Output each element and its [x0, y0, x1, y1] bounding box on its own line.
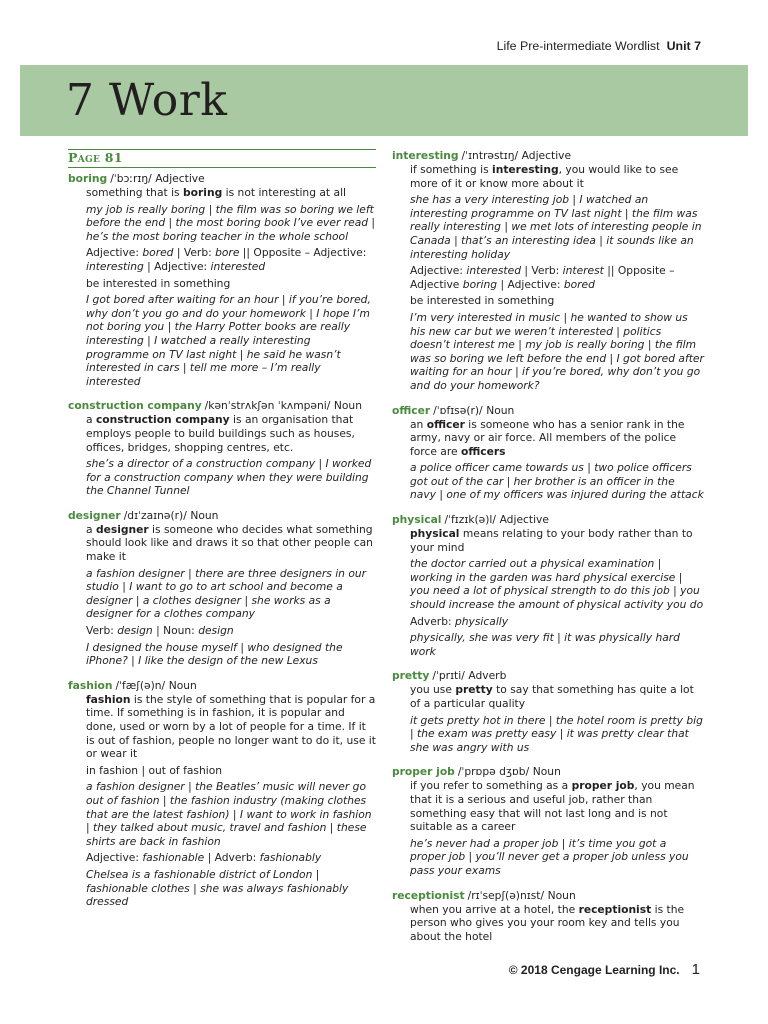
definition-text: if you refer to something as a proper job, you mean that it is a serious and useful job, rather than something easy that will not last long and is not suitable as a career [410, 779, 695, 834]
example-sentences: I designed the house myself | who designed the iPhone? | I like the design of the new Lexus [86, 640, 343, 668]
left-entry-list [68, 172, 376, 909]
example-sentences: the doctor carried out a physical examination | working in the garden was hard physical exercise | you need a lot of physical strength to do this job | you should increase the amount of physical activity you do [410, 557, 704, 612]
part-of-speech: Noun [532, 765, 561, 779]
headword: receptionist [392, 888, 465, 902]
definition-text: when you arrive at a hotel, the receptionist is the person who gives you your room key and tells you about the hotel [410, 902, 685, 943]
part-of-speech: Adjective [155, 172, 205, 185]
wordlist-title: Life Pre-intermediate Wordlist [496, 39, 660, 53]
headword: construction company [68, 399, 202, 413]
entry-headline [68, 679, 376, 693]
definition-text: Adjective: interested | Verb: interest || Opposite – Adjective boring | Adjective: bored [410, 264, 675, 291]
wordlist-entry [68, 509, 376, 668]
copyright-notice: © 2018 Cengage Learning Inc. [508, 963, 680, 977]
pronunciation: /ˈbɔːrɪŋ/ [110, 172, 152, 185]
wordlist-entry [392, 765, 704, 877]
wordlist-entry [68, 679, 376, 909]
left-column [68, 149, 376, 920]
pronunciation: /rɪˈsepʃ(ə)nɪst/ [467, 888, 545, 902]
pronunciation: /ˈfɪzɪk(ə)l/ [444, 513, 496, 527]
definition-text: an officer is someone who has a senior rank in the army, navy or air force. All members of the police force are officers [410, 417, 685, 458]
headword: pretty [392, 669, 430, 683]
entry-body [68, 693, 376, 909]
definition-text: you use pretty to say that something has quite a lot of a particular quality [410, 683, 694, 710]
wordlist-entry [68, 172, 376, 388]
wordlist-entry [392, 669, 704, 754]
entry-body [392, 527, 704, 658]
headword: proper job [392, 765, 455, 779]
definition-text: Adjective: bored | Verb: bore || Opposite – Adjective: interesting | Adjective: interested [86, 246, 367, 273]
pronunciation: /ˈprɒpə dʒɒb/ [457, 765, 530, 779]
wordlist-entry [392, 149, 704, 393]
example-sentences: a fashion designer | the Beatles’ music will never go out of fashion | the fashion industry (making clothes that are the latest fashion) | I want to work in fashion | they talked about music, travel and fashion | these shirts are back in fashion [86, 780, 372, 848]
entry-body [392, 779, 704, 877]
definition-text: Adjective: fashionable | Adverb: fashionably [86, 851, 322, 865]
example-sentences: physically, she was very fit | it was physically hard work [410, 631, 680, 658]
pronunciation: /ˈprɪti/ [432, 669, 465, 683]
entry-headline [392, 404, 704, 418]
definition-text: if something is interesting, you would like to see more of it or know more about it [410, 163, 679, 190]
headword: officer [392, 403, 431, 417]
entry-body [68, 523, 376, 668]
pronunciation: /dɪˈzaɪnə(r)/ [123, 508, 187, 522]
entry-headline [392, 765, 704, 779]
part-of-speech: Noun [547, 888, 576, 902]
page-label: Page 81 [68, 149, 376, 168]
pronunciation: /ˈɪntrəstɪŋ/ [461, 149, 519, 162]
entry-body [68, 186, 376, 388]
right-column [392, 149, 704, 954]
definition-text: be interested in something [86, 276, 231, 290]
example-sentences: a fashion designer | there are three designers in our studio | I want to go to art school and become a designer | a clothes designer | she works as a designer for a clothes company [86, 566, 367, 621]
entry-headline [392, 889, 704, 903]
entry-headline [68, 172, 376, 186]
example-sentences: she has a very interesting job | I watched an interesting programme on TV last night | the film was really interesting | we met lots of interesting people in Canada | that’s an interesting idea | it sounds like an interesting holiday [410, 193, 702, 261]
headword: physical [392, 513, 442, 527]
example-sentences: she’s a director of a construction company | I worked for a construction company when they were building the Channel Tunnel [86, 457, 372, 498]
wordlist-entry [68, 399, 376, 498]
part-of-speech: Adjective [521, 149, 572, 162]
example-sentences: a police officer came towards us | two police officers got out of the car | her brother is an officer in the navy | one of my officers was injured during the attack [410, 461, 704, 502]
definition-text: in fashion | out of fashion [86, 763, 223, 777]
definition-text: a designer is someone who decides what something should look like and draws it so that other people can make it [86, 522, 373, 564]
example-sentences: Chelsea is a fashionable district of London | fashionable clothes | she was always fashionably dressed [86, 867, 349, 909]
unit-label: Unit 7 [666, 39, 701, 53]
page-footer [509, 961, 700, 978]
entry-headline [68, 399, 376, 413]
example-sentences: it gets pretty hot in there | the hotel room is pretty big | the exam was pretty easy | it was pretty clear that she was angry with us [410, 713, 703, 754]
headword: boring [68, 172, 108, 185]
definition-text: something that is boring is not interesting at all [86, 186, 347, 199]
pronunciation: /ˈfæʃ(ə)n/ [115, 678, 166, 692]
entry-body [392, 683, 704, 754]
wordlist-entry [392, 889, 704, 944]
definition-text: physical means relating to your body rather than to your mind [410, 527, 693, 554]
headword: designer [68, 508, 121, 522]
example-sentences: I got bored after waiting for an hour | if you’re bored, why don’t you go and do your homework | I hope I’m not boring you | the Harry Potter books are really interesting | I watched a really interesting programme on TV last night | he said he wasn’t interested in cars | tell me more – I’m really interested [86, 293, 371, 388]
part-of-speech: Noun [190, 508, 219, 522]
unit-banner [20, 65, 748, 136]
part-of-speech: Noun [168, 678, 197, 692]
entry-body [392, 903, 704, 944]
example-sentences: my job is really boring | the film was so boring we left before the end | the most boring book I’ve ever read | he’s the most boring teacher in the whole school [86, 202, 376, 243]
unit-title: 7 Work [66, 75, 228, 126]
entry-headline [392, 669, 704, 683]
definition-text: Verb: design | Noun: design [86, 624, 234, 638]
part-of-speech: Noun [333, 399, 362, 413]
part-of-speech: Noun [486, 403, 515, 417]
headword: fashion [68, 678, 113, 692]
definition-text: Adverb: physically [410, 614, 509, 628]
right-entry-list [392, 149, 704, 943]
part-of-speech: Adverb [468, 669, 507, 683]
headword: interesting [392, 149, 459, 162]
definition-text: be interested in something [410, 294, 555, 308]
definition-text: fashion is the style of something that is popular for a time. If something is in fashion, it is popular and done, used or worn by a lot of people for a time. If it is out of fashion, people no longer want to do it, use it or wear it [86, 692, 376, 761]
wordlist-entry [392, 513, 704, 658]
running-header [497, 39, 701, 53]
example-sentences: I’m very interested in music | he wanted to show us his new car but we weren’t interested | politics doesn’t interest me | my job is really boring | the film was so boring we left before the end | I got bored after waiting for an hour | if you’re bored, why don’t you go and do your homework? [410, 310, 704, 392]
page-number: 1 [691, 961, 700, 978]
pronunciation: /kənˈstrʌkʃən ˈkʌmpəni/ [204, 399, 331, 413]
entry-body [392, 163, 704, 393]
entry-body [392, 418, 704, 503]
definition-text: a construction company is an organisation that employs people to build buildings such as houses, offices, bridges, shopping centres, etc. [86, 413, 355, 454]
entry-headline [392, 149, 704, 163]
wordlist-entry [392, 404, 704, 503]
part-of-speech: Adjective [499, 513, 549, 527]
entry-headline [392, 513, 704, 527]
entry-headline [68, 509, 376, 523]
example-sentences: he’s never had a proper job | it’s time you got a proper job | you’ll never get a proper job unless you pass your exams [410, 836, 689, 877]
pronunciation: /ˈɒfɪsə(r)/ [433, 403, 483, 417]
entry-body [68, 413, 376, 498]
